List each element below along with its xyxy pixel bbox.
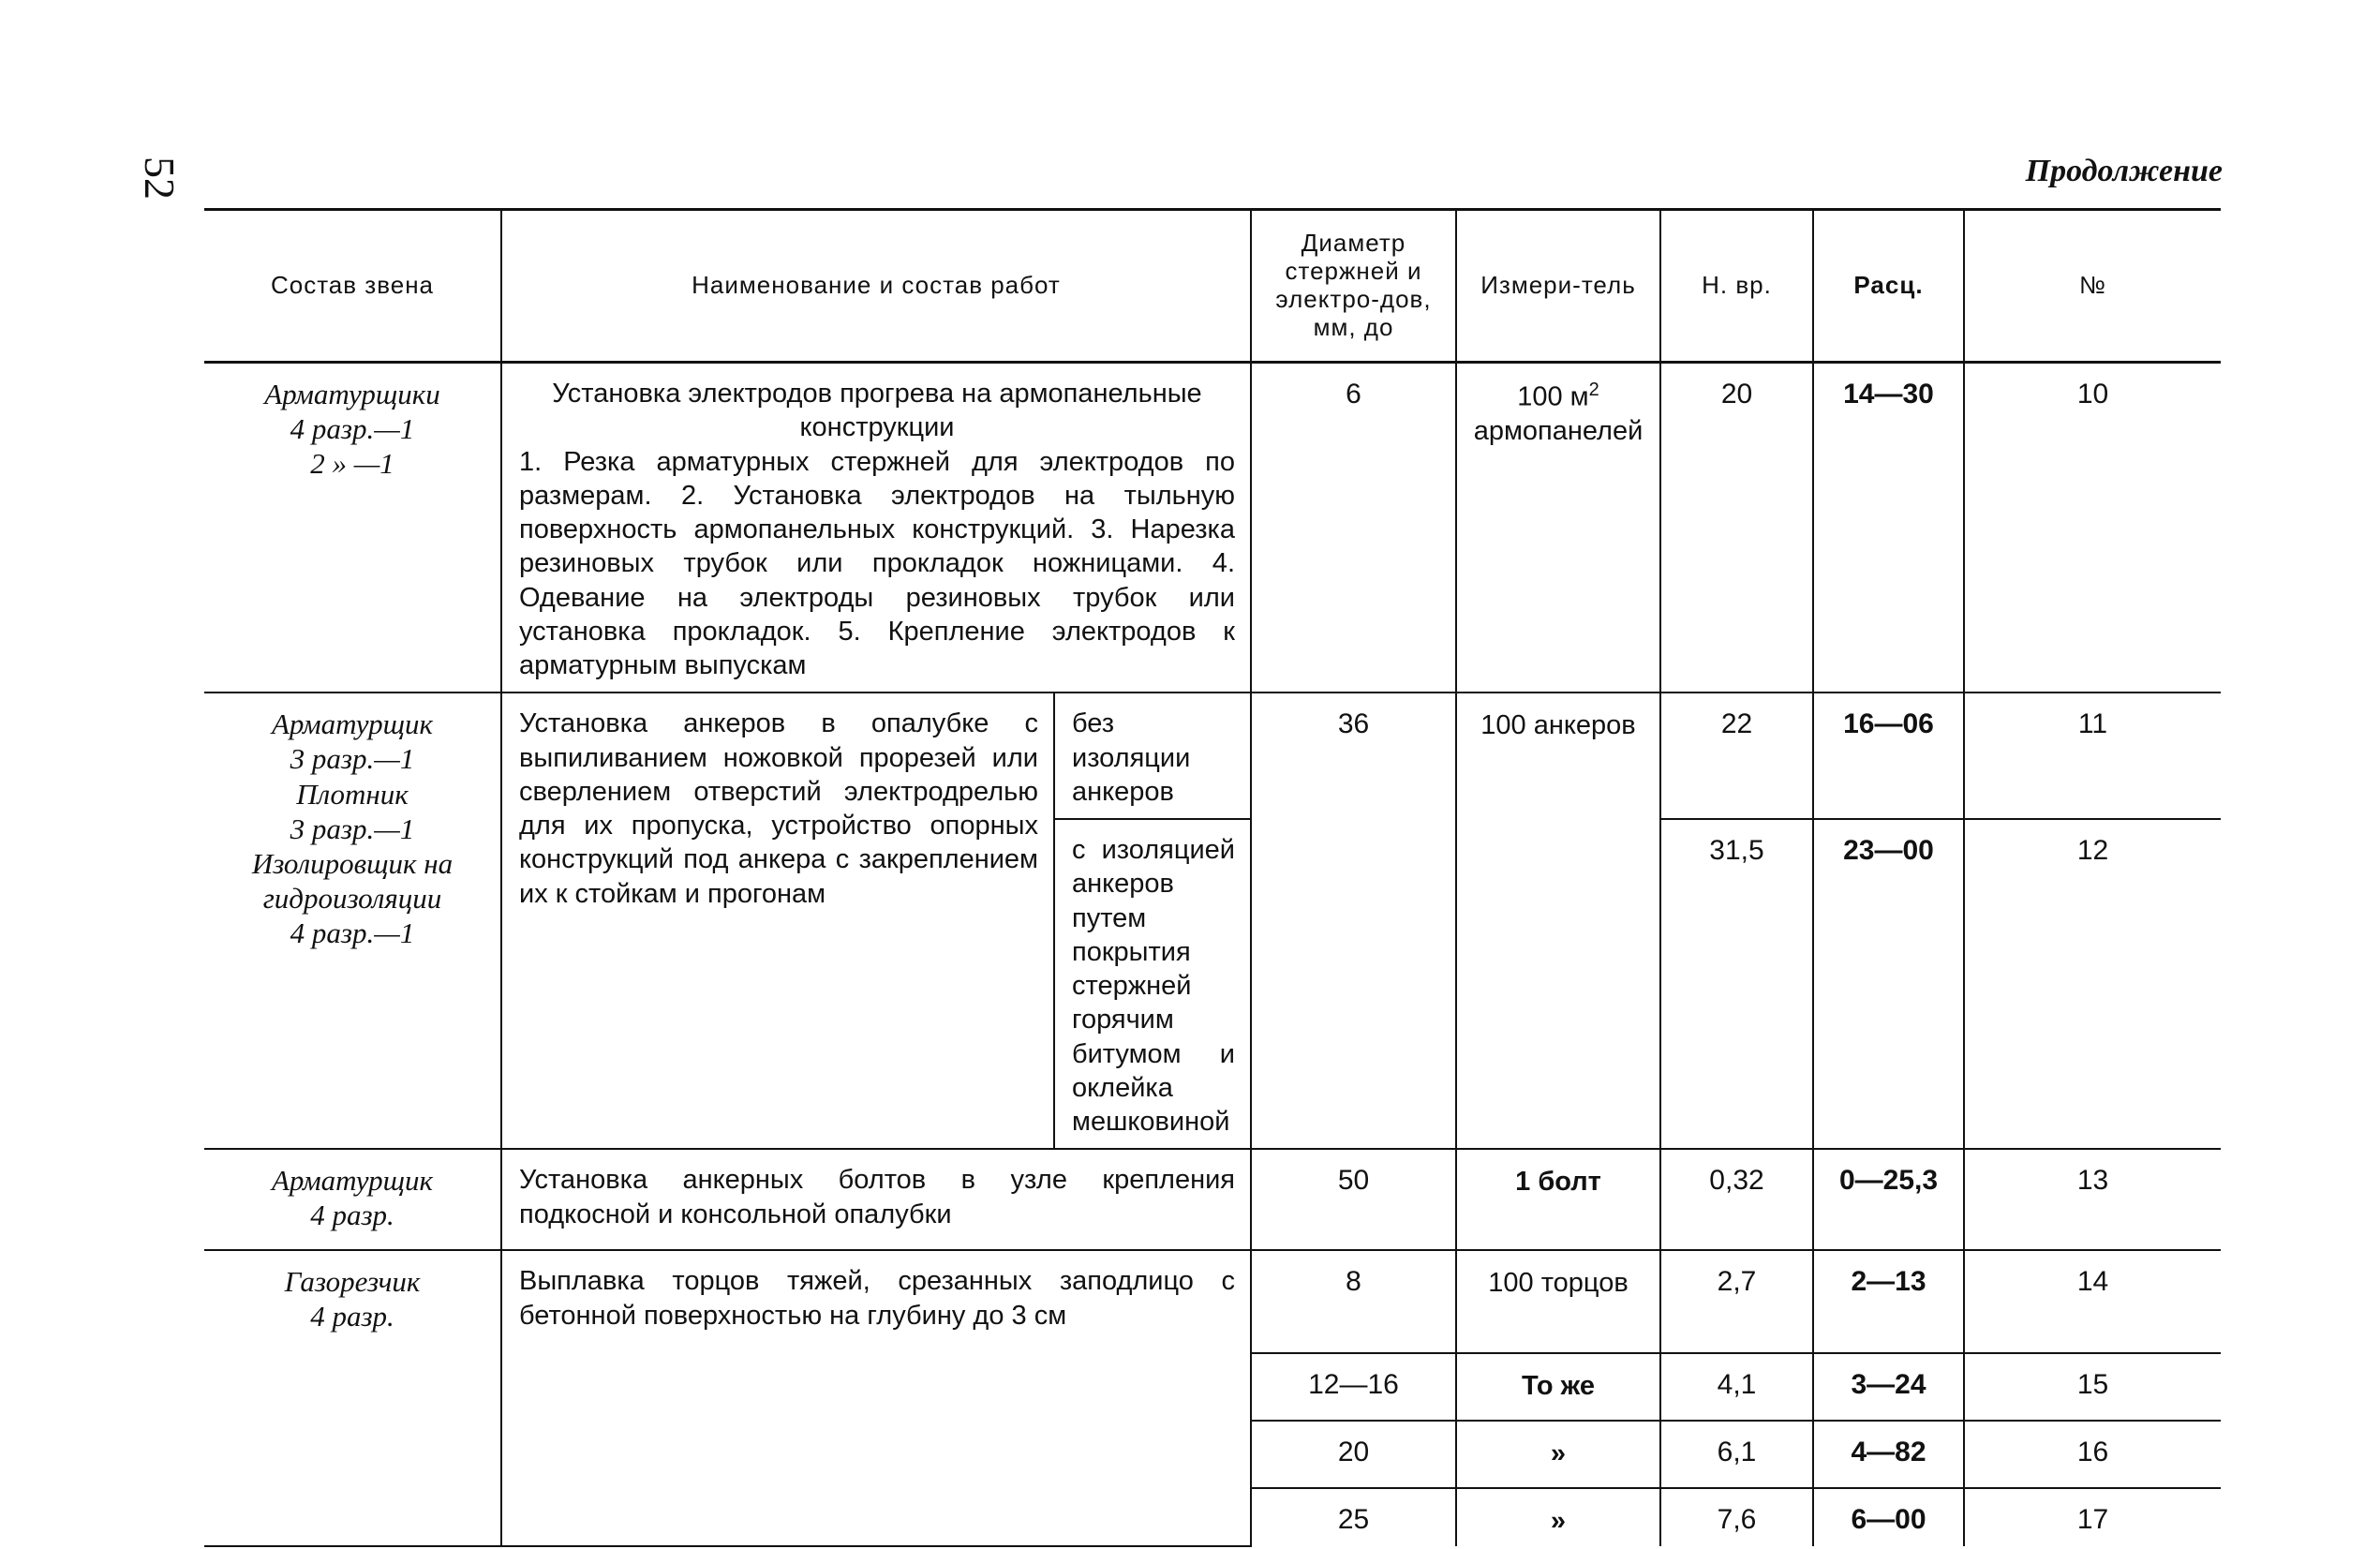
unit-cell: 100 анкеров (1456, 693, 1660, 1149)
no-cell: 11 (1964, 693, 2221, 819)
diameter-cell: 50 (1251, 1149, 1456, 1250)
unit-cell (1456, 363, 1660, 693)
diameter-cell: 36 (1251, 693, 1456, 1149)
table-row (204, 693, 2221, 819)
work-text: 1. Резка арматурных стержней для электродов по размерам. 2. Установка электродов на тыльную поверхность армопанельных конструкций. 3. Нарезка резиновых трубок или прокладок ножницами. 4. Одевание на электроды резиновых трубок или установка прокладок. 5. Крепление электродов к арматурным выпускам (519, 446, 1235, 680)
rate-cell: 0—25,3 (1813, 1149, 1964, 1250)
table-row (204, 363, 2221, 693)
no-cell: 13 (1964, 1149, 2221, 1250)
rate-cell: 14—30 (1813, 363, 1964, 693)
variant-cell: без изоляции анкеров (1054, 693, 1251, 819)
no-cell: 17 (1964, 1488, 2221, 1545)
page-number: 52 (136, 156, 184, 200)
continuation-label: Продолжение (2025, 154, 2223, 188)
crew-line: Плотник (296, 777, 409, 811)
diameter-cell: 25 (1251, 1488, 1456, 1545)
work-cell: Выплавка торцов тяжей, срезанных заподлицо с бетонной поверхностью на глубину до 3 см (501, 1250, 1251, 1545)
diameter-cell: 8 (1251, 1250, 1456, 1353)
crew-line: 4 разр.—1 (290, 412, 415, 446)
unit-rest: армопанелей (1473, 415, 1644, 446)
crew-cell (204, 1250, 501, 1545)
time-norm-cell: 2,7 (1660, 1250, 1813, 1353)
header-no: № (1964, 210, 2221, 363)
header-unit: Измери-тель (1456, 210, 1660, 363)
unit-cell: 100 торцов (1456, 1250, 1660, 1353)
table-header-row (204, 210, 2221, 363)
rate-cell: 6—00 (1813, 1488, 1964, 1545)
no-cell: 15 (1964, 1353, 2221, 1421)
table-row (204, 1250, 2221, 1353)
crew-line: 4 разр.—1 (290, 916, 415, 950)
no-cell: 16 (1964, 1421, 2221, 1488)
diameter-cell: 20 (1251, 1421, 1456, 1488)
time-norm-cell: 20 (1660, 363, 1813, 693)
no-cell: 12 (1964, 819, 2221, 1149)
crew-line: 4 разр. (310, 1300, 394, 1333)
unit-main: 100 м (1517, 381, 1589, 412)
time-norm-cell: 7,6 (1660, 1488, 1813, 1545)
unit-cell: 1 болт (1456, 1149, 1660, 1250)
time-norm-cell: 4,1 (1660, 1353, 1813, 1421)
header-time-norm: Н. вр. (1660, 210, 1813, 363)
rate-cell: 16—06 (1813, 693, 1964, 819)
rate-cell: 3—24 (1813, 1353, 1964, 1421)
rate-cell: 23—00 (1813, 819, 1964, 1149)
table-row (204, 1149, 2221, 1250)
header-diameter: Диаметр стержней и электро-дов, мм, до (1251, 210, 1456, 363)
unit-cell: То же (1456, 1353, 1660, 1421)
no-cell: 10 (1964, 363, 2221, 693)
time-norm-cell: 31,5 (1660, 819, 1813, 1149)
unit-cell: » (1456, 1488, 1660, 1545)
time-norm-cell: 6,1 (1660, 1421, 1813, 1488)
header-crew: Состав звена (204, 210, 501, 363)
crew-cell (204, 363, 501, 693)
crew-line: Арматурщик (271, 707, 434, 741)
rate-cell: 2—13 (1813, 1250, 1964, 1353)
work-cell (501, 363, 1251, 693)
crew-line: 2 » —1 (310, 447, 394, 481)
work-title: Установка электродов прогрева на армопанельные конструкции (552, 379, 1202, 443)
no-cell: 14 (1964, 1250, 2221, 1353)
norms-table (204, 208, 2221, 1547)
crew-line: Газорезчик (284, 1265, 421, 1299)
unit-cell: » (1456, 1421, 1660, 1488)
header-rate: Расц. (1813, 210, 1964, 363)
time-norm-cell: 0,32 (1660, 1149, 1813, 1250)
diameter-cell: 6 (1251, 363, 1456, 693)
crew-line: 3 разр.—1 (290, 812, 415, 845)
unit-superscript: 2 (1588, 380, 1599, 400)
work-cell: Установка анкеров в опалубке с выпиливанием ножовкой прорезей или сверлением отверстий электродрелью для их пропуска, устройство опорных конструкций под анкера с закреплением их к стойкам и прогонам (501, 693, 1054, 1149)
crew-line: Изолировщик на гидроизоляции (251, 847, 454, 916)
crew-cell (204, 1149, 501, 1250)
rate-cell: 4—82 (1813, 1421, 1964, 1488)
header-work: Наименование и состав работ (501, 210, 1251, 363)
crew-line: Арматурщик (271, 1164, 434, 1198)
work-cell: Установка анкерных болтов в узле крепления подкосной и консольной опалубки (501, 1149, 1251, 1250)
crew-line: Арматурщики (264, 378, 440, 410)
crew-line: 4 разр. (310, 1199, 394, 1232)
diameter-cell: 12—16 (1251, 1353, 1456, 1421)
crew-cell (204, 693, 501, 1149)
time-norm-cell: 22 (1660, 693, 1813, 819)
variant-cell: с изоляцией анкеров путем покрытия стержней горячим битумом и оклейка мешковиной (1054, 819, 1251, 1149)
crew-line: 3 разр.—1 (290, 742, 415, 776)
